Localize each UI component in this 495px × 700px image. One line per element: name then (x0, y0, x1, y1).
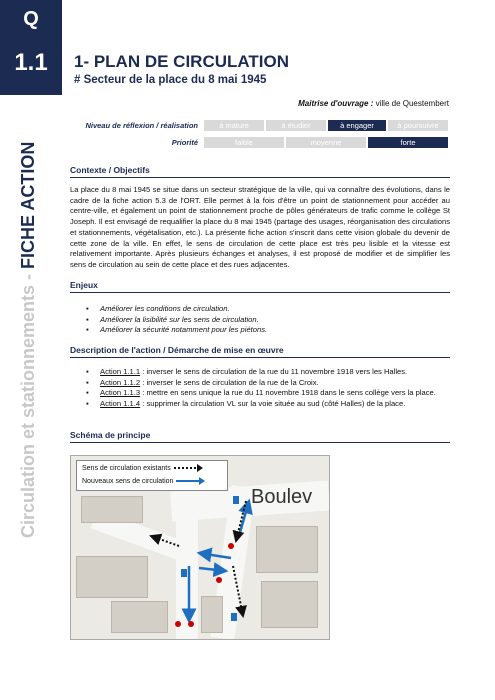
map-legend (76, 460, 228, 491)
section-enjeux-heading: Enjeux (70, 280, 450, 293)
page-title: 1- PLAN DE CIRCULATION (74, 52, 290, 71)
maitrise-label: Maitrise d'ouvrage : (298, 99, 374, 108)
niveau-step: à étudier (266, 120, 326, 131)
section-description-heading: Description de l'action / Démarche de mise en œuvre (70, 345, 450, 358)
priorite-step: faible (204, 137, 284, 148)
side-title (14, 118, 44, 538)
list-item: ▪ Action 1.1.2 : inverser le sens de circulation de la rue de la Croix. (100, 378, 436, 389)
priorite-step-active: forte (368, 137, 448, 148)
action-link[interactable]: Action 1.1.4 (100, 398, 141, 408)
side-title-fiche: FICHE ACTION (18, 141, 38, 269)
actions-list (70, 367, 436, 409)
list-item: ▪ Action 1.1.3 : mettre en sens unique la rue du 11 novembre 1918 dans le sens collège vers la place. (100, 388, 436, 399)
legend-new-label: Nouveaux sens de circulation (82, 477, 174, 485)
existing-direction-arrows (151, 501, 246, 616)
page-subtitle: # Secteur de la place du 8 mai 1945 (74, 74, 267, 86)
priorite-step: moyenne (286, 137, 366, 148)
dotted-arrow-icon (173, 464, 203, 472)
fiche-badge (0, 0, 62, 95)
maitrise-ouvrage (298, 99, 449, 108)
list-item: ▪ Améliorer la sécurité notamment pour les piétons. (100, 325, 267, 336)
section-schema-heading: Schéma de principe (70, 430, 450, 443)
enjeux-list (70, 304, 267, 336)
action-link[interactable]: Action 1.1.3 (100, 388, 141, 397)
niveau-step-active: à engager (328, 120, 386, 131)
side-title-category: Circulation et stationnements - (18, 268, 38, 538)
niveau-step: à mature (204, 120, 264, 131)
list-item: ▪ Action 1.1.4 : supprimer la circulation VL sur la voie située au sud (côté Halles) de la place. (100, 399, 436, 410)
list-item: ▪ Action 1.1.1 : inverser le sens de circulation de la rue du 11 novembre 1918 vers les Halles. (100, 367, 436, 378)
maitrise-value: ville de Questembert (373, 99, 449, 108)
action-link[interactable]: Action 1.1.2 (100, 377, 141, 387)
contexte-text: La place du 8 mai 1945 se situe dans un secteur stratégique de la ville, qui va connaître des évolutions, dans le cadre de la fiche action 5.3 de l'ORT. Elle permet à la fois d'être un point de stationnement pour accéder au centre-ville, et également un point de stationnement proche de pôles générateurs de trafic comme le collège St Joseph. Il est envisagé de requalifier la place du 8 mai 1945 (partage des usages, réorganisation des circulations et stationnements, végétalisation, etc.). La présente fiche action s'inscrit dans cette vision globale du devenir de cette zone de la ville. En effet, le sens de circulation de cette place est très peu lisible et la vitesse est relativement importante. Après plusieurs échanges et analyses, il est proposé de modifier et de simplifier les sens de circulation au sein de cette place et des rues adjacentes. (70, 185, 450, 269)
badge-number: 1.1 (14, 49, 48, 76)
circulation-map (70, 455, 330, 640)
map-street-label: Boulev (251, 486, 313, 508)
priorite-label: Priorité (171, 138, 198, 147)
niveau-label: Niveau de réflexion / réalisation (85, 121, 198, 130)
badge-letter: Q (23, 8, 39, 30)
action-link[interactable]: Action 1.1.1 (100, 367, 141, 376)
blue-arrow-icon (175, 477, 205, 485)
niveau-step: à poursuivre (388, 120, 448, 131)
road-signs (175, 496, 239, 627)
list-item: ▪ Améliorer les conditions de circulation. (100, 304, 267, 315)
section-contexte-heading: Contexte / Objectifs (70, 165, 450, 178)
legend-existing-label: Sens de circulation existants (82, 464, 171, 472)
list-item: ▪ Améliorer la lisibilité sur les sens de circulation. (100, 315, 267, 326)
